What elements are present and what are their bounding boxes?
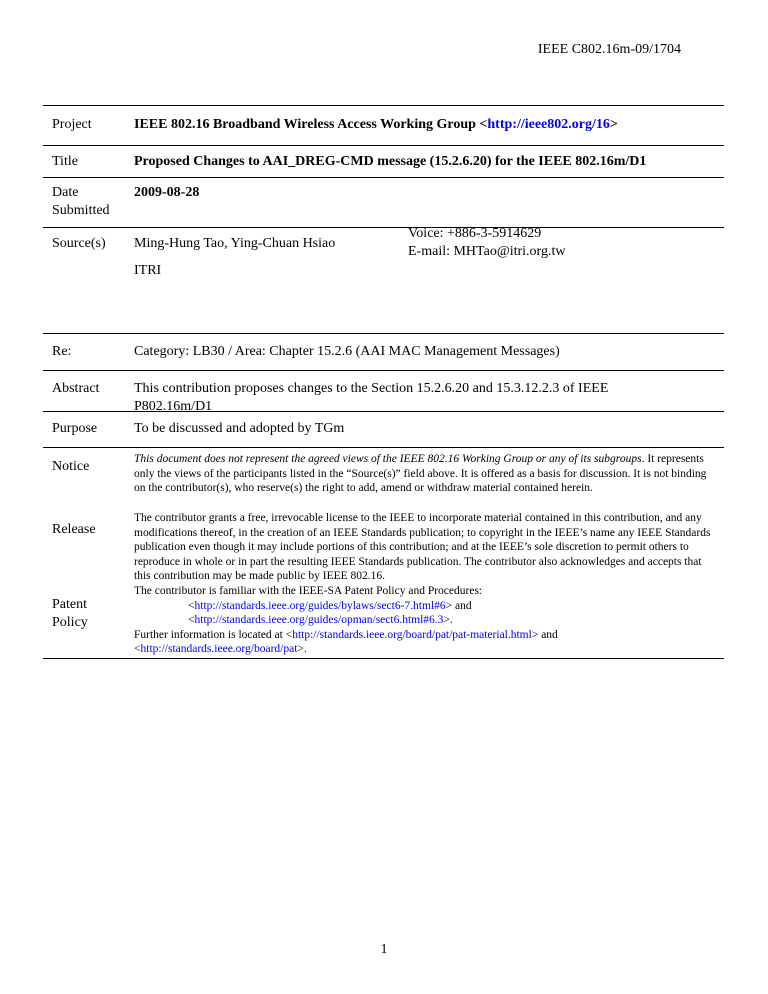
date-label-line2: Submitted xyxy=(52,203,110,218)
row-divider xyxy=(43,333,724,334)
title-value: Proposed Changes to AAI_DREG-CMD message (15.2.6.20) for the IEEE 802.16m/D1 xyxy=(134,154,647,169)
patent-further: Further information is located at <http://standards.ieee.org/board/pat/pat-material.html> and xyxy=(134,628,558,641)
row-divider xyxy=(43,447,724,448)
patent-intro: The contributor is familiar with the IEEE-SA Patent Policy and Procedures: xyxy=(134,585,483,597)
source-voice: Voice: +886-3-5914629 xyxy=(408,226,542,241)
source-label: Source(s) xyxy=(52,236,106,251)
project-prefix: IEEE 802.16 Broadband Wireless Access Working Group < xyxy=(134,117,488,132)
row-divider xyxy=(43,658,724,659)
row-divider xyxy=(43,227,724,228)
date-label xyxy=(52,184,110,220)
re-label: Re: xyxy=(52,344,72,359)
project-label: Project xyxy=(52,117,92,132)
row-divider xyxy=(43,370,724,371)
abstract-line2: P802.16m/D1 xyxy=(134,399,213,414)
patent-line-link1: <http://standards.ieee.org/guides/bylaws/sect6-7.html#6> and xyxy=(188,599,472,612)
row-divider xyxy=(43,177,724,178)
abstract-line1: This contribution proposes changes to the Section 15.2.6.20 and 15.3.12.2.3 of IEEE xyxy=(134,381,609,396)
patent-further-text: Further information is located at xyxy=(134,628,286,641)
patent-label-line1: Patent xyxy=(52,597,87,612)
notice-text xyxy=(134,452,719,496)
patent-link-material[interactable]: http://standards.ieee.org/board/pat/pat-material.html xyxy=(292,628,532,641)
document-id: IEEE C802.16m-09/1704 xyxy=(537,42,681,57)
source-authors: Ming-Hung Tao, Ying-Chuan Hsiao xyxy=(134,236,336,251)
patent-link-opman[interactable]: http://standards.ieee.org/guides/opman/sect6.html#6.3 xyxy=(194,614,444,626)
row-divider xyxy=(43,145,724,146)
patent-label xyxy=(52,596,88,632)
source-contact xyxy=(408,225,565,261)
abstract-value xyxy=(134,380,719,416)
patent-text xyxy=(134,584,719,657)
row-divider xyxy=(43,105,724,106)
title-label: Title xyxy=(52,154,78,169)
source-org: ITRI xyxy=(134,263,162,278)
patent-final: <http://standards.ieee.org/board/pat>. xyxy=(134,643,307,655)
patent-link-bylaws[interactable]: http://standards.ieee.org/guides/bylaws/sect6-7.html#6 xyxy=(194,599,446,612)
release-text: The contributor grants a free, irrevocable license to the IEEE to incorporate material contained in this contribution, and any modifications thereof, in the creation of an IEEE Standards publication; to copyright in the IEEE’s name any IEEE Standards publication even though it may include portions of this contribution; and at the IEEE’s sole discretion to permit others to reproduce in whole or in part the resulting IEEE Standards publication. The contributor also acknowledges and accepts that this contribution may be made public by IEEE 802.16. xyxy=(134,512,711,582)
source-email: E-mail: MHTao@itri.org.tw xyxy=(408,244,566,259)
date-value: 2009-08-28 xyxy=(134,185,200,200)
release-label: Release xyxy=(52,522,96,537)
purpose-value: To be discussed and adopted by TGm xyxy=(134,421,345,436)
notice-body: . It represents only the views of the participants listed in the “Source(s)” field above. It is offered as a basis for discussion. It is not binding on the contributor(s), who reserve(s) the right to add, amend or withdraw material contained herein. xyxy=(134,453,707,494)
project-suffix: > xyxy=(609,117,618,132)
date-label-line1: Date xyxy=(52,185,79,200)
re-value: Category: LB30 / Area: Chapter 15.2.6 (AAI MAC Management Messages) xyxy=(134,344,560,359)
notice-label: Notice xyxy=(52,459,90,474)
project-value xyxy=(134,116,618,134)
purpose-label: Purpose xyxy=(52,421,98,436)
patent-and2: and xyxy=(538,628,558,641)
patent-label-line2: Policy xyxy=(52,615,88,630)
project-link[interactable]: http://ieee802.org/16 xyxy=(487,117,610,132)
patent-link-pat[interactable]: http://standards.ieee.org/board/pat xyxy=(140,643,298,655)
notice-italic: This document does not represent the agreed views of the IEEE 802.16 Working Group or any of its subgroups xyxy=(134,453,642,465)
page-number: 1 xyxy=(380,942,388,957)
patent-line-link2: <http://standards.ieee.org/guides/opman/sect6.html#6.3>. xyxy=(188,614,453,626)
patent-and1: and xyxy=(452,599,472,612)
abstract-label: Abstract xyxy=(52,381,100,396)
